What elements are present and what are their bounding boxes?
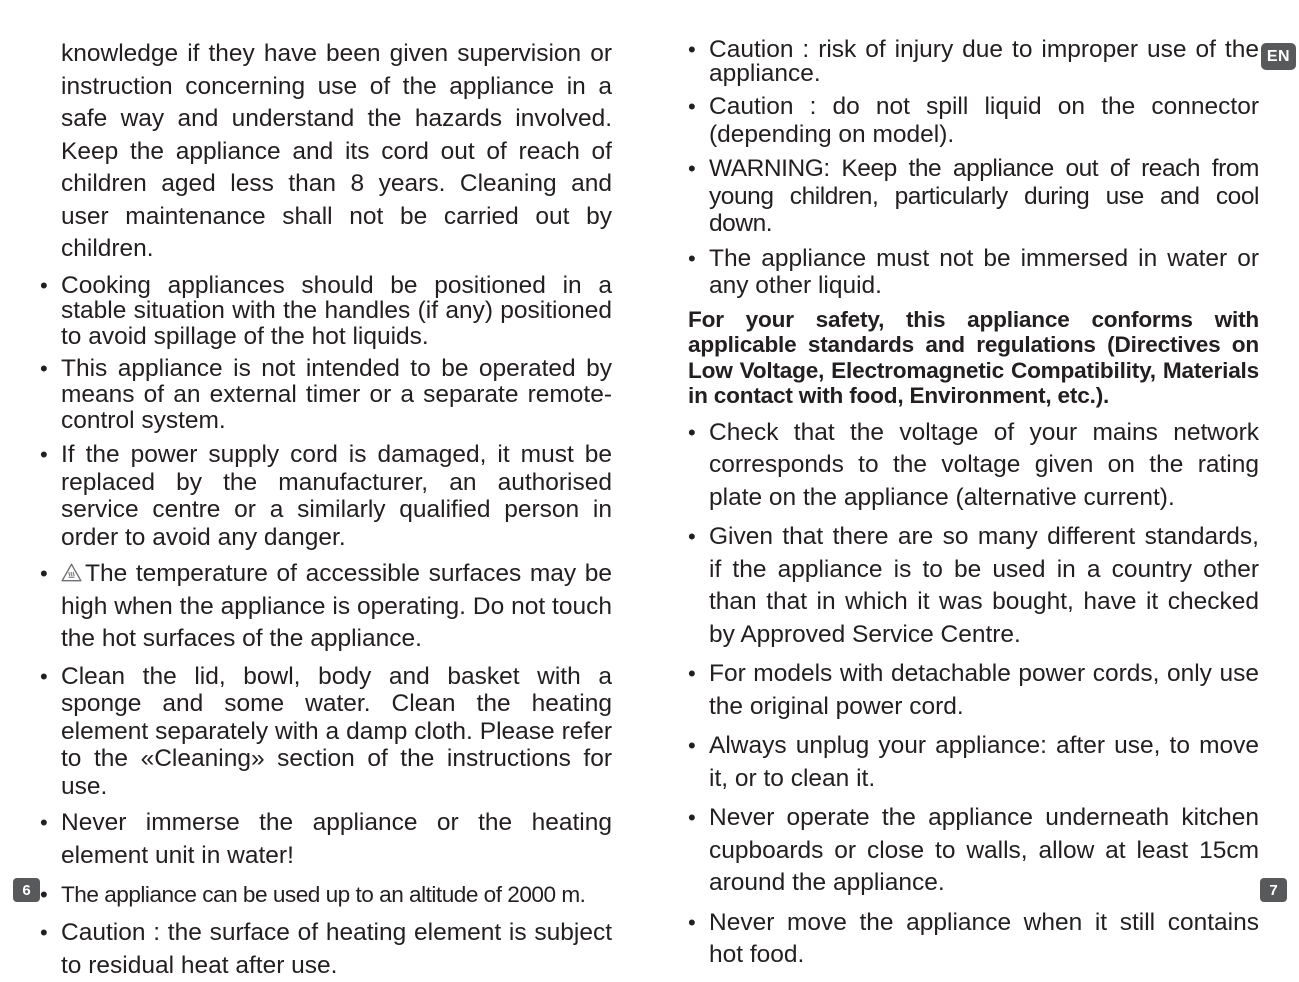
bullet-text: Caution : the surface of heating element is subject to residual heat after use. — [61, 919, 612, 979]
bullet-text: For models with detachable power cords, only use the original power cord. — [709, 660, 1259, 720]
page-number-left: 6 — [13, 878, 40, 902]
bullet-dot: • — [688, 37, 696, 62]
list-item — [688, 802, 1259, 900]
left-column — [40, 38, 612, 979]
bullet-text: Given that there are so many different standards, if the appliance is to be used in a country other than that in which it was bought, have it checked by Approved Service Centre. — [709, 523, 1259, 648]
bullet-text: Never move the appliance when it still contains hot food. — [709, 908, 1259, 968]
bullet-dot: • — [688, 909, 696, 935]
list-item — [40, 807, 612, 872]
bullet-dot: • — [688, 524, 696, 549]
list-item — [688, 907, 1259, 972]
list-item — [688, 730, 1259, 795]
bullet-text: This appliance is not intended to be operated by means of an external timer or a separate remote-control system. — [61, 355, 612, 434]
bullet-dot: • — [40, 272, 48, 298]
list-item — [688, 417, 1259, 515]
list-item — [688, 155, 1259, 238]
bullet-dot: • — [688, 419, 696, 445]
bullet-text: The appliance can be used up to an altitude of 2000 m. — [61, 882, 586, 907]
right-column — [688, 36, 1259, 968]
list-item — [40, 441, 612, 551]
list-item — [40, 558, 612, 656]
bullet-dot: • — [40, 442, 48, 467]
bullet-text: The temperature of accessible surfaces may be high when the appliance is operating. Do not touch the hot surfaces of the appliance. — [61, 560, 612, 652]
list-item — [40, 273, 612, 350]
list-item — [688, 38, 1259, 86]
bullet-dot: • — [40, 663, 48, 689]
bullet-text: Caution : do not spill liquid on the connector (depending on model). — [709, 93, 1259, 148]
bullet-dot: • — [688, 245, 696, 271]
hot-surface-warning-icon — [61, 563, 82, 582]
bullet-text: Clean the lid, bowl, body and basket with a sponge and some water. Clean the heating element separately with a damp cloth. Please refer to the «Cleaning» section of the instructions for use. — [61, 662, 612, 800]
bullet-text: Caution : risk of injury due to improper use of the appliance. — [709, 36, 1259, 87]
list-item — [688, 521, 1259, 651]
bullet-text: Cooking appliances should be positioned in a stable situation with the handles (if any) positioned to avoid spillage of the hot liquids. — [61, 271, 612, 350]
bullet-text: Never immerse the appliance or the heating element unit in water! — [61, 809, 612, 869]
bullet-dot: • — [688, 805, 696, 830]
bullet-text: Always unplug your appliance: after use, to move it, or to clean it. — [709, 732, 1259, 792]
bullet-dot: • — [40, 356, 48, 381]
safety-conformity-note: For your safety, this appliance conforms with applicable standards and regulations (Directives on Low Voltage, Electromagnetic Compatibility, Materials in contact with food, Environment, etc.). — [688, 306, 1259, 408]
bullet-text: The appliance must not be immersed in water or any other liquid. — [709, 244, 1259, 299]
bullet-dot: • — [40, 882, 48, 907]
bullet-text: WARNING: Keep the appliance out of reach from young children, particularly during use and cool down. — [709, 155, 1259, 237]
bullet-text-with-icon — [61, 558, 612, 656]
bullet-dot: • — [688, 733, 696, 758]
bullet-dot: • — [40, 561, 48, 586]
bullet-dot: • — [40, 920, 48, 945]
bullet-dot: • — [40, 810, 48, 835]
page-number-right: 7 — [1260, 878, 1287, 902]
bullet-text: Check that the voltage of your mains network corresponds to the voltage given on the rating plate on the appliance (alternative current). — [709, 418, 1259, 511]
language-badge: EN — [1261, 43, 1296, 70]
bullet-dot: • — [688, 661, 696, 686]
bullet-dot: • — [688, 94, 696, 119]
bullet-text: If the power supply cord is damaged, it must be replaced by the manufacturer, an authorised service centre or a similarly qualified person in order to avoid any danger. — [61, 441, 612, 551]
list-item — [40, 356, 612, 434]
list-item — [688, 93, 1259, 148]
list-item — [40, 879, 612, 910]
list-item — [688, 245, 1259, 300]
bullet-dot: • — [688, 156, 696, 181]
bullet-text: Never operate the appliance underneath kitchen cupboards or close to walls, allow at least 15cm around the appliance. — [709, 804, 1259, 896]
continuation-paragraph: knowledge if they have been given supervision or instruction concerning use of the appliance in a safe way and understand the hazards involved. Keep the appliance and its cord out of reach of children aged less than 8 years. Cleaning and user maintenance shall not be carried out by children. — [61, 40, 612, 262]
list-item — [40, 663, 612, 801]
list-item — [688, 658, 1259, 723]
list-item — [40, 917, 612, 982]
